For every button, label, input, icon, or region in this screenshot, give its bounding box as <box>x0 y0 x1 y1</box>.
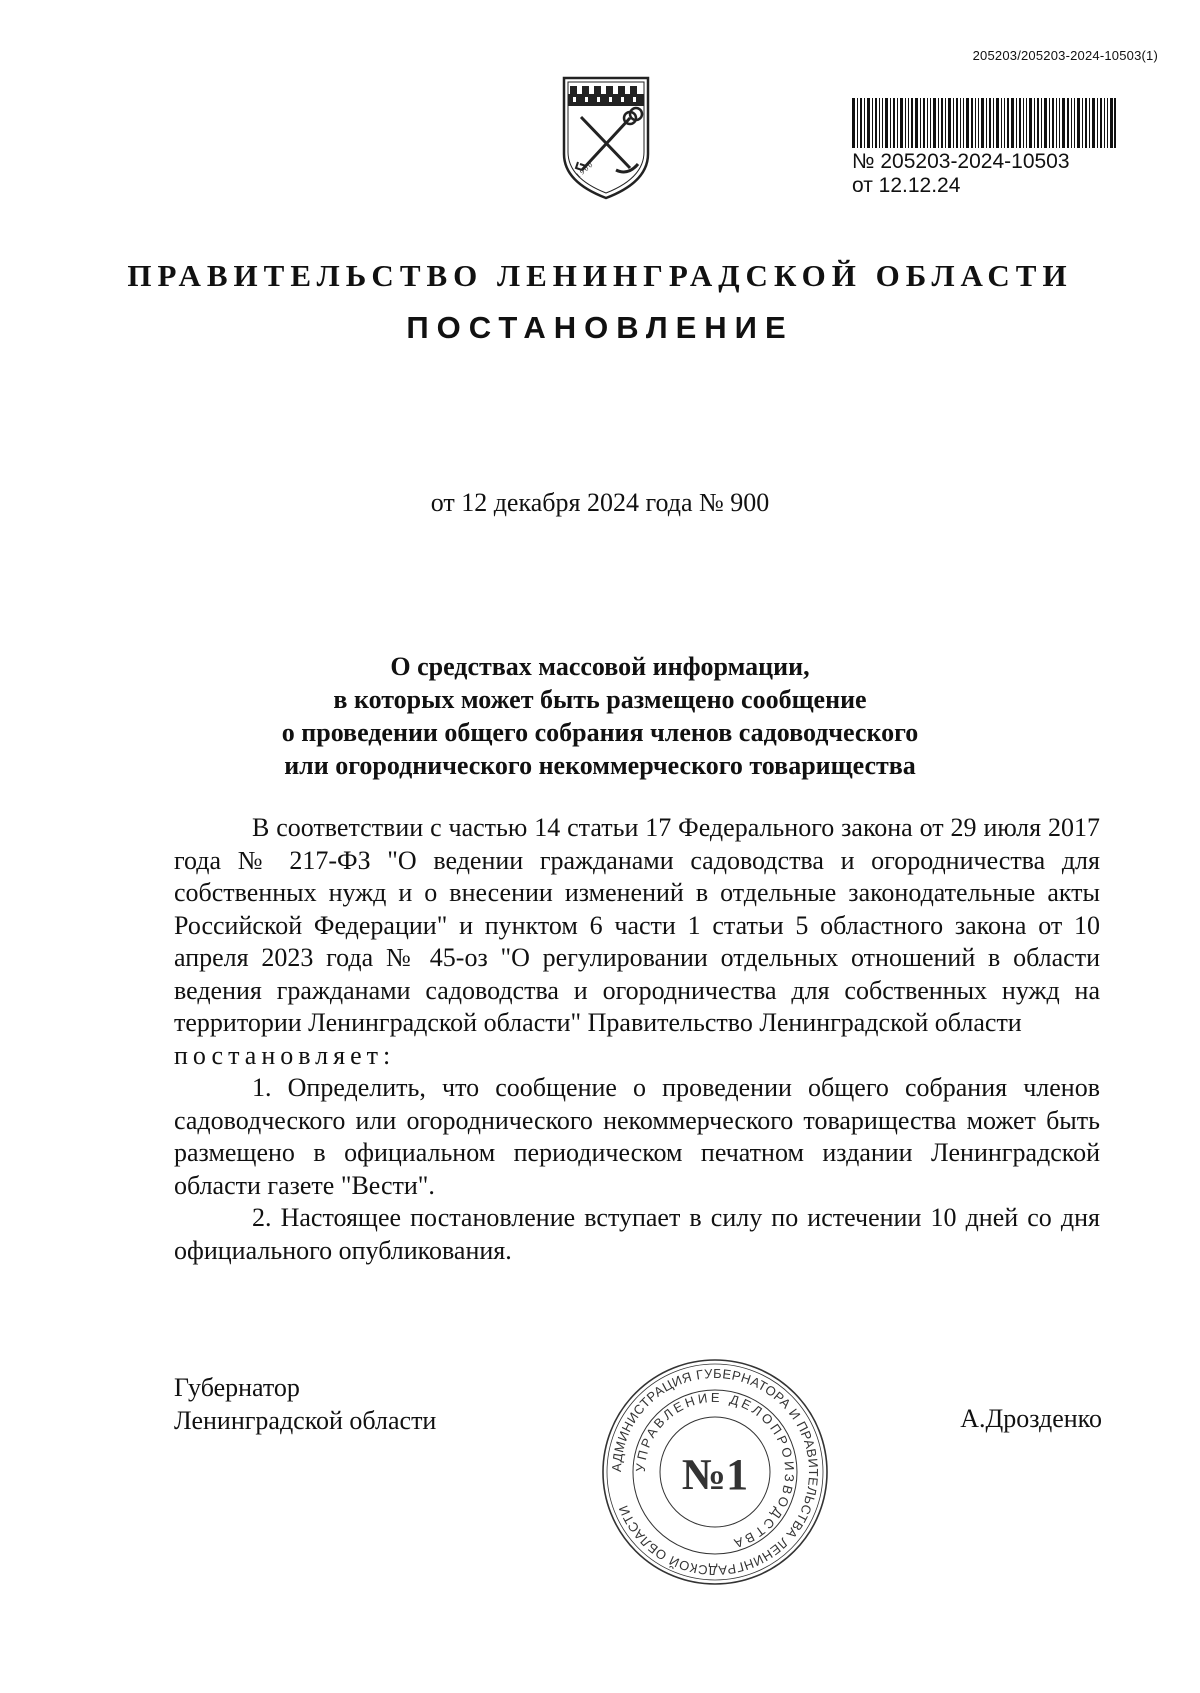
signer-title-line: Губернатор <box>174 1373 300 1402</box>
coat-of-arms-icon <box>556 72 656 202</box>
barcode-icon <box>852 98 1116 148</box>
document-type: ПОСТАНОВЛЕНИЕ <box>406 310 794 345</box>
body-preamble: В соответствии с частью 14 статьи 17 Федерального закона от 29 июля 2017 года № 217-ФЗ "О ведении гражданами садоводства и огородничества для собственных нужд и о внесении изменений в отдельные законодательные акты Российской Федерации" и пунктом 6 части 1 статьи 5 областного закона от 10 апреля 2023 года № 45-оз "О регулировании отдельных отношений в области ведения гражданами садоводства и огородничества для собственных нужд на территории Ленинградской области" Правительство Ленинградской области <box>174 813 1100 1037</box>
body-item: 1. Определить, что сообщение о проведении общего собрания членов садоводческого или огороднического некоммерческого товарищества может быть размещено в официальном периодическом печатном издании Ленинградской области газете "Вести". <box>174 1073 1100 1200</box>
organization-title: ПРАВИТЕЛЬСТВО ЛЕНИНГРАДСКОЙ ОБЛАСТИ <box>127 258 1073 293</box>
signer-title-line: Ленинградской области <box>174 1406 437 1435</box>
subject-line: О средствах массовой информации, <box>390 652 810 681</box>
registration-block <box>852 98 1122 198</box>
subject-line: в которых может быть размещено сообщение <box>333 685 867 714</box>
subject-line: о проведении общего собрания членов садоводческого <box>281 718 919 747</box>
document-date-number: от 12 декабря 2024 года № 900 <box>430 488 770 517</box>
signer-title <box>174 1371 436 1437</box>
subject-line: или огороднического некоммерческого товарищества <box>284 751 916 780</box>
body-item: 2. Настоящее постановление вступает в силу по истечении 10 дней со дня официального опубликования. <box>174 1203 1100 1265</box>
document-corner-id: 205203/205203-2024-10503(1) <box>972 48 1158 63</box>
resolves-word: постановляет: <box>174 1040 396 1070</box>
seal-inner-text: УПРАВЛЕНИЕ ДЕЛОПРОИЗВОДСТВА <box>632 1389 798 1552</box>
registration-number: № 205203-2024-10503 <box>852 150 1070 173</box>
seal-outer-text: АДМИНИСТРАЦИЯ ГУБЕРНАТОРА И ПРАВИТЕЛЬСТВА ЛЕНИНГРАДСКОЙ ОБЛАСТИ <box>608 1365 822 1579</box>
svg-text:1 9 0 0: 1 9 0 0 <box>574 161 595 180</box>
signer-name: А.Дрозденко <box>960 1404 1102 1433</box>
registration-date: от 12.12.24 <box>852 174 961 197</box>
seal-stamp-icon <box>600 1357 830 1587</box>
document-body <box>174 812 1100 1267</box>
body-resolves <box>174 1040 1100 1073</box>
document-subject <box>0 650 1200 782</box>
seal-number: №1 <box>681 1450 749 1499</box>
